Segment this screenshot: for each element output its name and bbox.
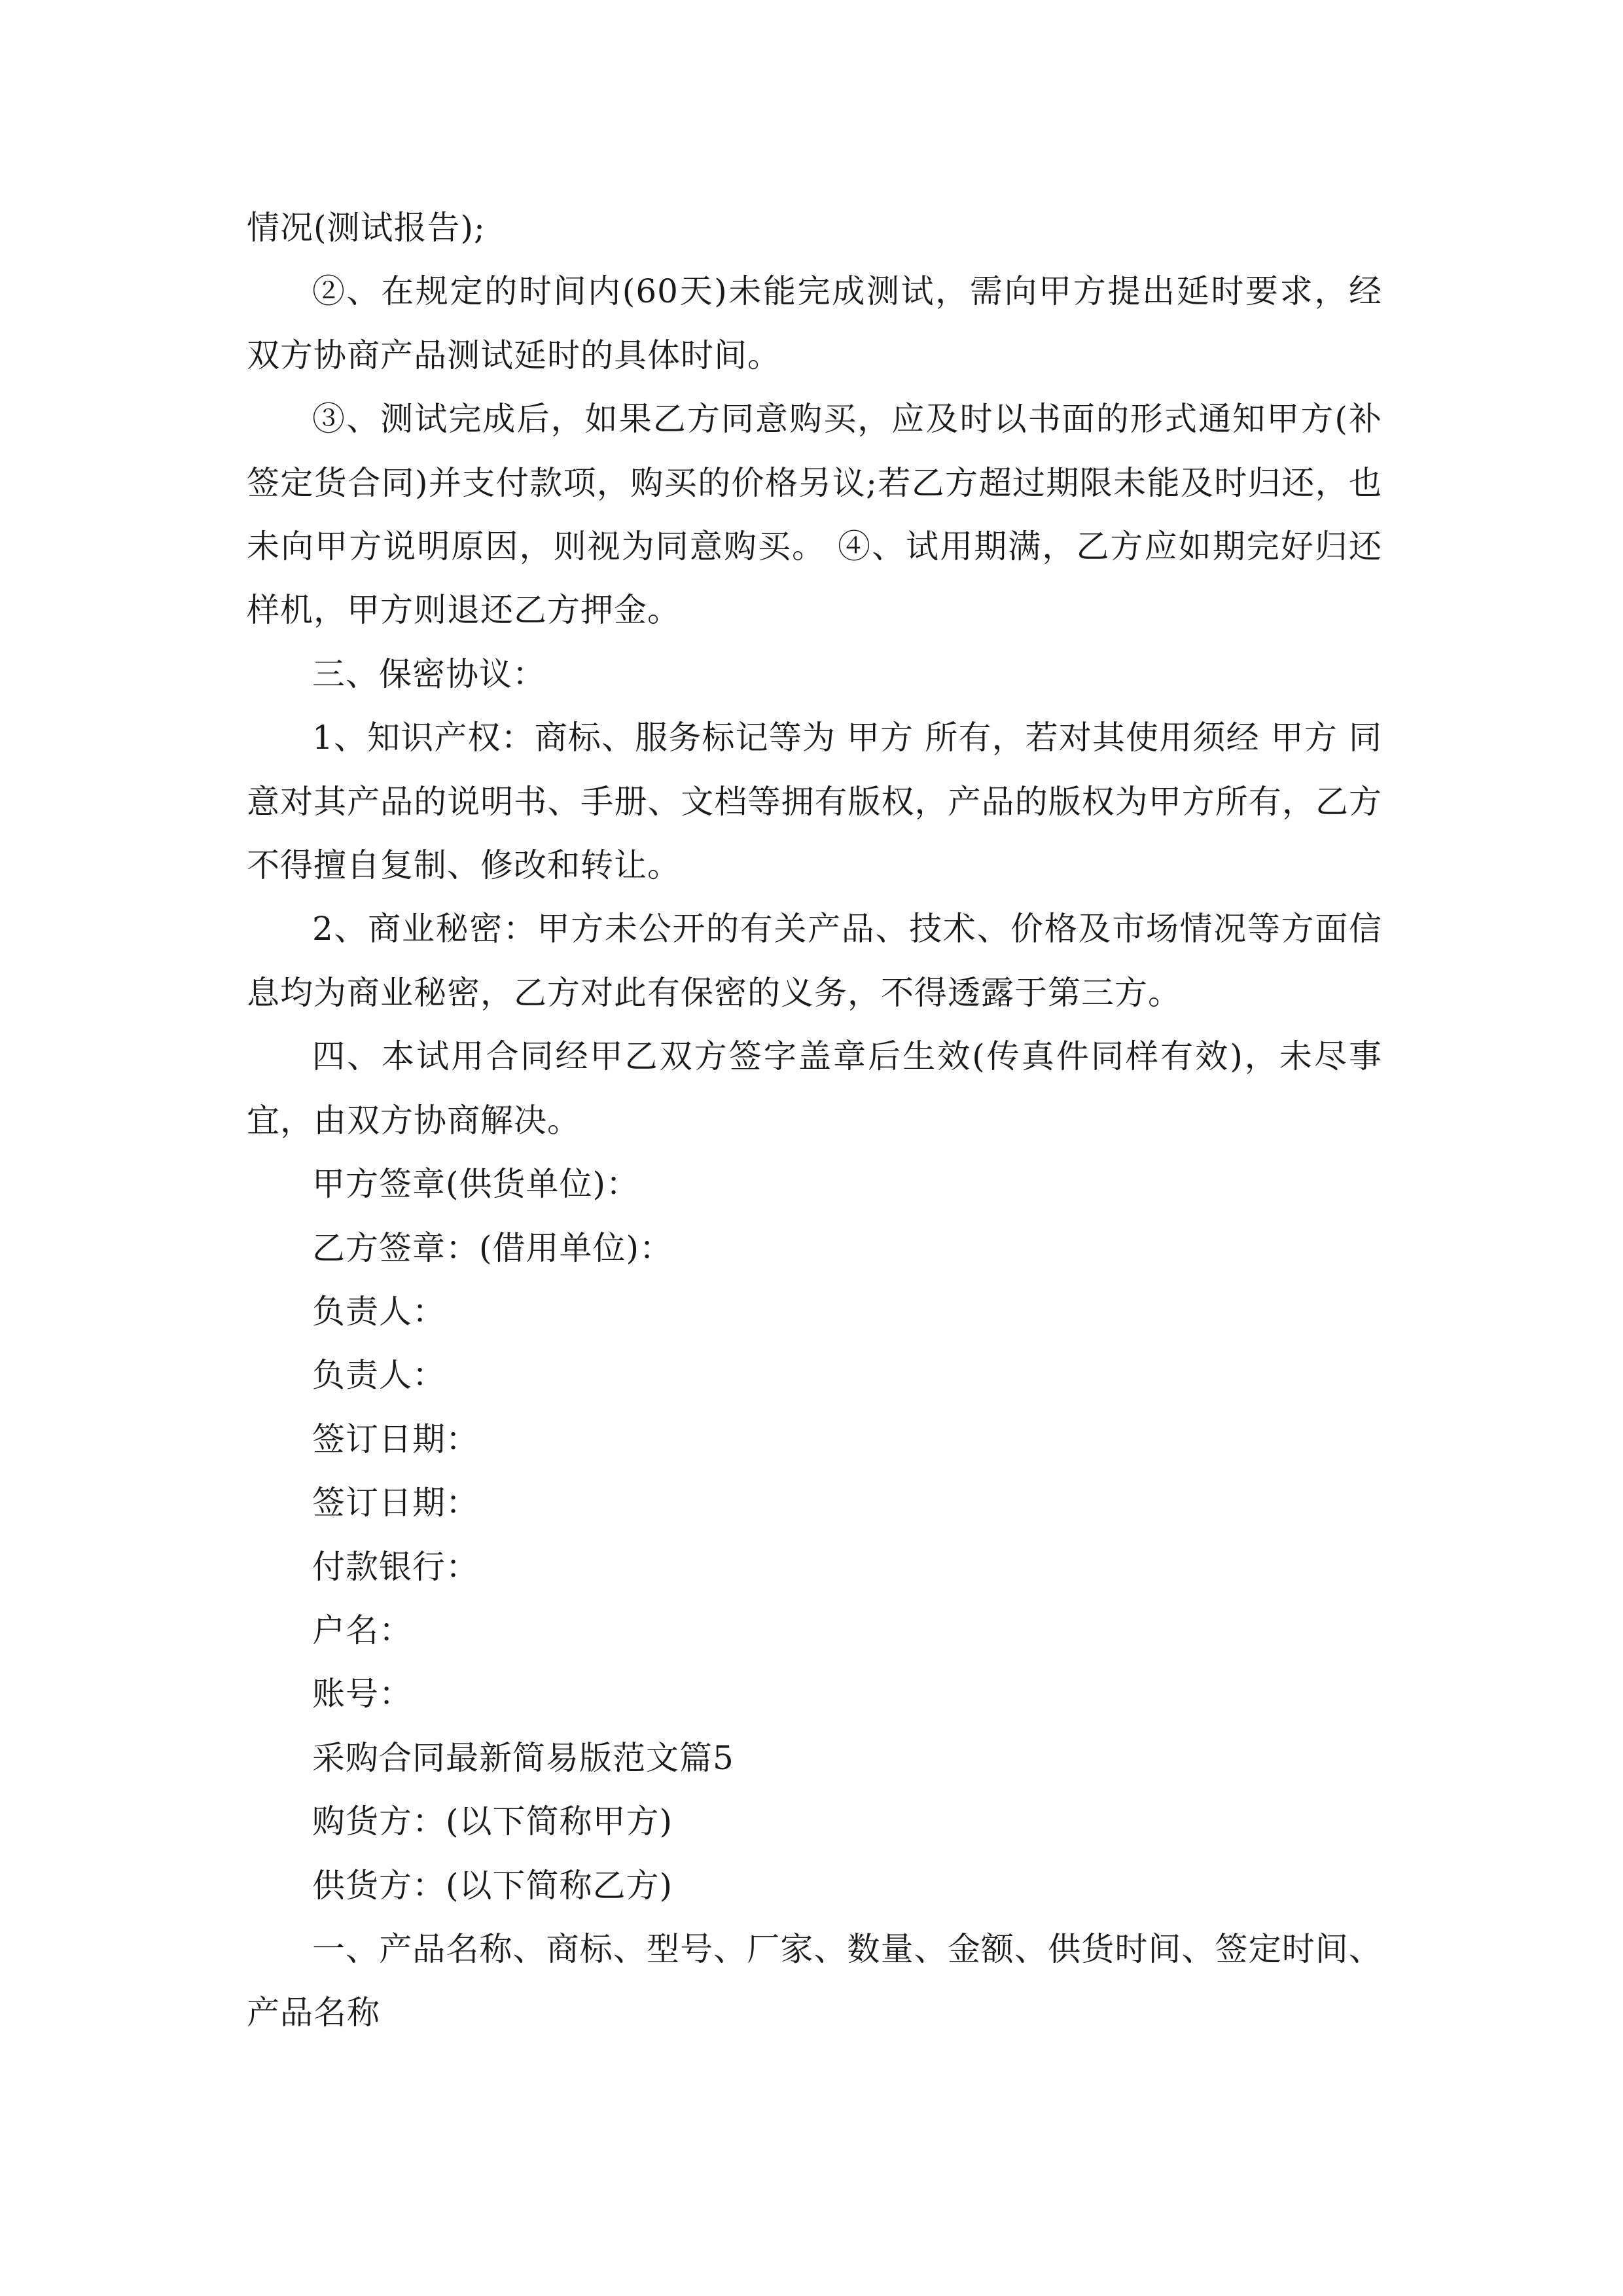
payment-bank-line: 付款银行： bbox=[312, 1547, 479, 1586]
paragraph: 情况(测试报告); bbox=[247, 209, 486, 247]
paragraph: 1、知识产权：商标、服务标记等为 甲方 所有，若对其使用须经 甲方 同意对其产品的说明书、手册、文档等拥有版权，产品的版权为甲方所有，乙方不得擅自复制、修改和转让。 bbox=[247, 719, 1382, 885]
supplier-line: 供货方：(以下简称乙方) bbox=[312, 1866, 673, 1905]
paragraph: 2、商业秘密：甲方未公开的有关产品、技术、价格及市场情况等方面信息均为商业秘密，乙方对此有保密的义务，不得透露于第三方。 bbox=[247, 910, 1382, 1012]
signing-date-line: 签订日期： bbox=[312, 1420, 479, 1458]
account-number-line: 账号： bbox=[312, 1675, 412, 1713]
document-body bbox=[247, 196, 1382, 2045]
paragraph: ③、测试完成后，如果乙方同意购买，应及时以书面的形式通知甲方(补签定货合同)并支付款项，购买的价格另议;若乙方超过期限未能及时归还，也未向甲方说明原因，则视为同意购买。 ④、试用期满，乙方应如期完好归还样机，甲方则退还乙方押金。 bbox=[247, 400, 1382, 630]
section-title: 采购合同最新简易版范文篇5 bbox=[312, 1738, 734, 1777]
paragraph: ②、在规定的时间内(60天)未能完成测试，需向甲方提出延时要求，经双方协商产品测试延时的具体时间。 bbox=[247, 272, 1382, 374]
paragraph: 一、产品名称、商标、型号、厂家、数量、金额、供货时间、签定时间、产品名称 bbox=[247, 1929, 1382, 2032]
responsible-person-line: 负责人： bbox=[312, 1356, 446, 1395]
paragraph: 四、本试用合同经甲乙双方签字盖章后生效(传真件同样有效)，未尽事宜，由双方协商解决。 bbox=[247, 1037, 1382, 1139]
buyer-line: 购货方：(以下简称甲方) bbox=[312, 1803, 673, 1841]
section-heading: 三、保密协议： bbox=[312, 655, 546, 693]
account-name-line: 户名： bbox=[312, 1611, 412, 1649]
signing-date-line: 签订日期： bbox=[312, 1484, 479, 1522]
signature-line-party-b: 乙方签章：(借用单位)： bbox=[312, 1229, 673, 1267]
responsible-person-line: 负责人： bbox=[312, 1292, 446, 1331]
signature-line-party-a: 甲方签章(供货单位)： bbox=[312, 1165, 640, 1204]
